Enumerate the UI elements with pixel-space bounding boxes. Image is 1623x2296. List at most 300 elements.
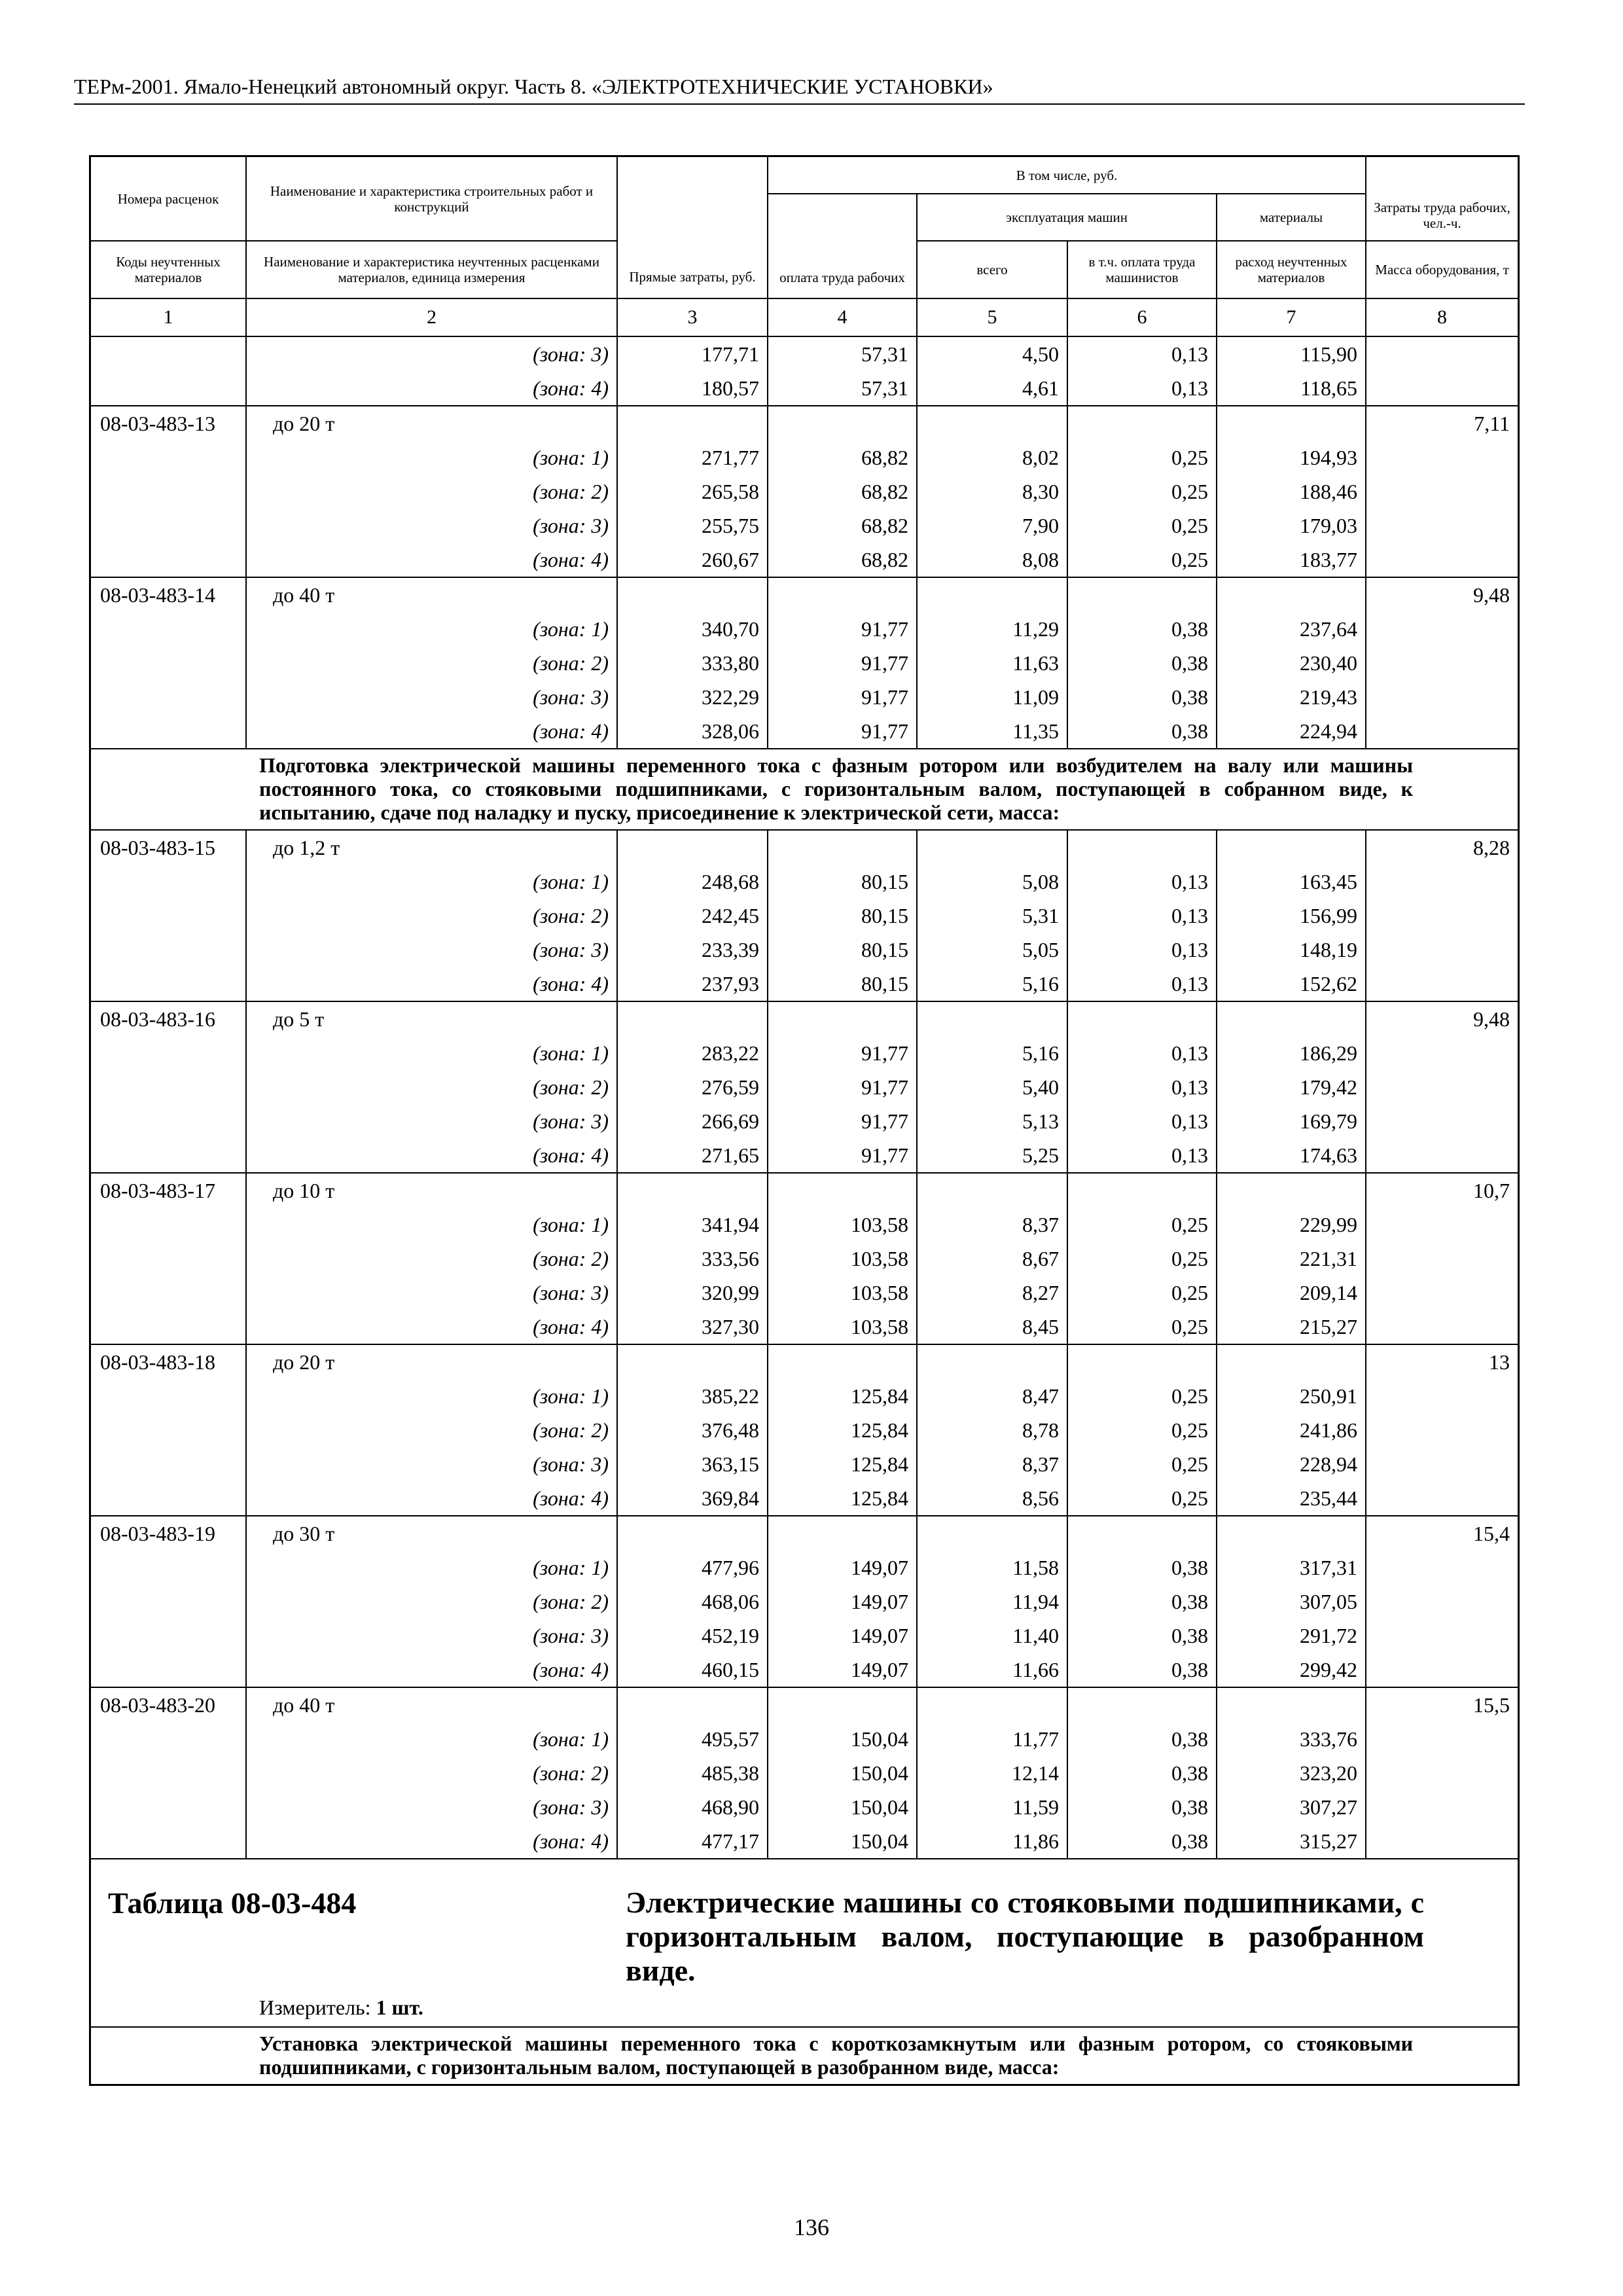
empty-cell — [617, 1344, 768, 1379]
rate-code-cell — [91, 714, 246, 749]
materials-value: 115,90 — [1217, 336, 1366, 371]
direct-costs-value: 283,22 — [617, 1036, 768, 1070]
rate-code-cell — [91, 680, 246, 714]
operators-wages-value: 0,25 — [1067, 1379, 1217, 1413]
rate-name: до 40 т — [273, 1693, 335, 1717]
rate-code-cell — [91, 1276, 246, 1310]
table-header — [91, 157, 1518, 336]
operators-wages-value: 0,38 — [1067, 1585, 1217, 1619]
mass-cell — [1366, 1208, 1518, 1242]
zone-label: (зона: 3) — [533, 1280, 609, 1304]
empty-cell — [768, 1344, 917, 1379]
zone-cell — [246, 1070, 617, 1104]
machines-total-value: 8,30 — [917, 475, 1067, 509]
materials-value: 118,65 — [1217, 371, 1366, 406]
empty-cell — [768, 830, 917, 865]
materials-value: 317,31 — [1217, 1551, 1366, 1585]
empty-cell — [1067, 1344, 1217, 1379]
column-number: 5 — [917, 298, 1067, 336]
machines-total-value: 4,50 — [917, 336, 1067, 371]
operators-wages-value: 0,38 — [1067, 1790, 1217, 1824]
empty-cell — [917, 577, 1067, 612]
zone-label: (зона: 3) — [533, 937, 609, 961]
table-body-group-1 — [91, 406, 1518, 749]
operators-wages-value: 0,25 — [1067, 475, 1217, 509]
rate-code-cell — [91, 1036, 246, 1070]
col-direct-costs: Прямые затраты, руб. — [617, 157, 768, 298]
wages-value: 125,84 — [768, 1481, 917, 1516]
zone-cell — [246, 1585, 617, 1619]
mass-cell — [1366, 1585, 1518, 1619]
mass-cell — [1366, 899, 1518, 933]
operators-wages-value: 0,38 — [1067, 646, 1217, 680]
mass-cell — [1366, 509, 1518, 543]
wages-value: 103,58 — [768, 1242, 917, 1276]
rate-code-cell — [91, 1413, 246, 1447]
direct-costs-value: 369,84 — [617, 1481, 768, 1516]
mass-cell — [1366, 714, 1518, 749]
mass-cell — [1366, 1756, 1518, 1790]
materials-value: 229,99 — [1217, 1208, 1366, 1242]
mass-cell — [1366, 1722, 1518, 1756]
direct-costs-value: 233,39 — [617, 933, 768, 967]
direct-costs-value: 452,19 — [617, 1619, 768, 1653]
wages-value: 91,77 — [768, 714, 917, 749]
machines-total-value: 8,78 — [917, 1413, 1067, 1447]
empty-cell — [617, 577, 768, 612]
machines-total-value: 5,08 — [917, 865, 1067, 899]
col-unaccounted-materials: расход неучтенных материалов — [1217, 241, 1366, 298]
zone-cell — [246, 865, 617, 899]
rate-code-cell — [91, 1824, 246, 1859]
empty-cell — [768, 406, 917, 440]
zone-label: (зона: 1) — [533, 1384, 609, 1408]
zone-cell — [246, 1138, 617, 1173]
operators-wages-value: 0,13 — [1067, 1070, 1217, 1104]
zone-label: (зона: 3) — [533, 513, 609, 537]
col-material-names: Наименование и характеристика неучтенных расценками материалов, единица измерения — [246, 241, 617, 298]
zone-cell — [246, 475, 617, 509]
operators-wages-value: 0,38 — [1067, 1722, 1217, 1756]
materials-value: 148,19 — [1217, 933, 1366, 967]
wages-value: 103,58 — [768, 1208, 917, 1242]
wages-value: 68,82 — [768, 543, 917, 577]
zone-label: (зона: 2) — [533, 1418, 609, 1442]
materials-value: 307,27 — [1217, 1790, 1366, 1824]
rate-name: до 10 т — [273, 1178, 335, 1202]
empty-cell — [1067, 406, 1217, 440]
rate-name-cell — [246, 577, 617, 612]
mass-cell — [1366, 1790, 1518, 1824]
wages-value: 149,07 — [768, 1585, 917, 1619]
direct-costs-value: 271,65 — [617, 1138, 768, 1173]
zone-cell — [246, 509, 617, 543]
zone-label: (зона: 4) — [533, 376, 609, 400]
operators-wages-value: 0,13 — [1067, 1036, 1217, 1070]
direct-costs-value: 248,68 — [617, 865, 768, 899]
zone-cell — [246, 1722, 617, 1756]
rate-header-row — [91, 1344, 1518, 1379]
machines-total-value: 11,40 — [917, 1619, 1067, 1653]
materials-value: 224,94 — [1217, 714, 1366, 749]
machines-total-value: 5,16 — [917, 1036, 1067, 1070]
wages-value: 125,84 — [768, 1413, 917, 1447]
zone-cell — [246, 714, 617, 749]
empty-cell — [617, 406, 768, 440]
zone-label: (зона: 4) — [533, 1486, 609, 1510]
col-wages-spacer — [768, 194, 917, 270]
rate-code: 08-03-483-14 — [91, 577, 246, 612]
zone-row — [91, 1413, 1518, 1447]
zone-label: (зона: 2) — [533, 479, 609, 503]
empty-cell — [1217, 1001, 1366, 1036]
rate-code: 08-03-483-18 — [91, 1344, 246, 1379]
empty-cell — [1067, 1516, 1217, 1551]
column-number: 7 — [1217, 298, 1366, 336]
wages-value: 80,15 — [768, 899, 917, 933]
empty-cell — [917, 1344, 1067, 1379]
empty-cell — [768, 577, 917, 612]
machines-total-value: 11,94 — [917, 1585, 1067, 1619]
empty-cell — [768, 1001, 917, 1036]
machines-total-value: 5,40 — [917, 1070, 1067, 1104]
mass-cell — [1366, 967, 1518, 1001]
zone-row — [91, 865, 1518, 899]
zone-row — [91, 1447, 1518, 1481]
rate-name: до 30 т — [273, 1521, 335, 1545]
zone-row — [91, 646, 1518, 680]
page-number: 136 — [794, 2214, 829, 2240]
mass-cell — [1366, 1310, 1518, 1344]
machines-total-value: 8,37 — [917, 1208, 1067, 1242]
zone-row — [91, 1379, 1518, 1413]
zone-label: (зона: 2) — [533, 1246, 609, 1270]
direct-costs-value: 460,15 — [617, 1653, 768, 1687]
operators-wages-value: 0,38 — [1067, 1653, 1217, 1687]
zone-row — [91, 1824, 1518, 1859]
machines-total-value: 11,59 — [917, 1790, 1067, 1824]
zone-cell — [246, 1619, 617, 1653]
direct-costs-value: 376,48 — [617, 1413, 768, 1447]
zone-label: (зона: 3) — [533, 1452, 609, 1476]
empty-cell — [617, 1687, 768, 1722]
materials-value: 186,29 — [1217, 1036, 1366, 1070]
rate-code-cell — [91, 1722, 246, 1756]
rate-header-row — [91, 1516, 1518, 1551]
empty-cell — [768, 1516, 917, 1551]
zone-label: (зона: 4) — [533, 547, 609, 571]
zone-row — [91, 1242, 1518, 1276]
machines-total-value: 7,90 — [917, 509, 1067, 543]
equipment-mass: 15,5 — [1366, 1687, 1518, 1722]
mass-cell — [1366, 1138, 1518, 1173]
empty-cell — [917, 406, 1067, 440]
machines-total-value: 8,45 — [917, 1310, 1067, 1344]
direct-costs-value: 320,99 — [617, 1276, 768, 1310]
rate-name-cell — [246, 1516, 617, 1551]
zone-label: (зона: 2) — [533, 1761, 609, 1785]
rate-name-cell — [246, 830, 617, 865]
wages-value: 149,07 — [768, 1619, 917, 1653]
operators-wages-value: 0,25 — [1067, 1242, 1217, 1276]
materials-value: 237,64 — [1217, 612, 1366, 646]
machines-total-value: 11,58 — [917, 1551, 1067, 1585]
materials-value: 183,77 — [1217, 543, 1366, 577]
empty-cell — [917, 1516, 1067, 1551]
mass-cell — [1366, 1551, 1518, 1585]
mass-cell — [1366, 1070, 1518, 1104]
zone-label: (зона: 4) — [533, 1657, 609, 1681]
zone-row — [91, 336, 1518, 371]
rate-code: 08-03-483-17 — [91, 1173, 246, 1208]
direct-costs-value: 271,77 — [617, 440, 768, 475]
rate-name-cell — [246, 1687, 617, 1722]
zone-label: (зона: 4) — [533, 971, 609, 996]
col-labor: Затраты труда рабочих, чел.-ч. — [1366, 157, 1518, 241]
wages-value: 57,31 — [768, 371, 917, 406]
empty-cell — [1217, 1687, 1366, 1722]
zone-row — [91, 680, 1518, 714]
col-total: всего — [917, 241, 1067, 298]
materials-value: 250,91 — [1217, 1379, 1366, 1413]
zone-label: (зона: 3) — [533, 1623, 609, 1647]
zone-label: (зона: 2) — [533, 651, 609, 675]
rate-code-cell — [91, 475, 246, 509]
empty-cell — [917, 1173, 1067, 1208]
operators-wages-value: 0,25 — [1067, 1310, 1217, 1344]
materials-value: 230,40 — [1217, 646, 1366, 680]
column-number: 1 — [91, 298, 246, 336]
zone-row — [91, 1722, 1518, 1756]
zone-label: (зона: 1) — [533, 445, 609, 469]
empty-cell — [1067, 830, 1217, 865]
table-484-measure — [259, 1996, 423, 2020]
wages-value: 68,82 — [768, 475, 917, 509]
zone-cell — [246, 646, 617, 680]
mass-cell — [1366, 1824, 1518, 1859]
empty-cell — [917, 1687, 1067, 1722]
machines-total-value: 5,05 — [917, 933, 1067, 967]
equipment-mass: 9,48 — [1366, 1001, 1518, 1036]
direct-costs-value: 333,56 — [617, 1242, 768, 1276]
wages-value: 80,15 — [768, 933, 917, 967]
mass-cell — [1366, 933, 1518, 967]
direct-costs-value: 363,15 — [617, 1447, 768, 1481]
rate-name-cell — [246, 1001, 617, 1036]
wages-value: 150,04 — [768, 1824, 917, 1859]
rate-code-cell — [91, 899, 246, 933]
zone-label: (зона: 3) — [533, 1109, 609, 1133]
mass-cell — [1366, 543, 1518, 577]
mass-cell — [1366, 1036, 1518, 1070]
operators-wages-value: 0,38 — [1067, 612, 1217, 646]
zone-label: (зона: 4) — [533, 1143, 609, 1167]
materials-value: 215,27 — [1217, 1310, 1366, 1344]
rates-table — [89, 155, 1520, 2086]
mass-cell — [1366, 680, 1518, 714]
rate-header-row — [91, 830, 1518, 865]
rate-code-cell — [91, 1104, 246, 1138]
materials-value: 169,79 — [1217, 1104, 1366, 1138]
machines-total-value: 11,29 — [917, 612, 1067, 646]
zone-label: (зона: 1) — [533, 1212, 609, 1236]
wages-value: 103,58 — [768, 1310, 917, 1344]
mass-cell — [1366, 612, 1518, 646]
direct-costs-value: 340,70 — [617, 612, 768, 646]
machines-total-value: 4,61 — [917, 371, 1067, 406]
direct-costs-value: 180,57 — [617, 371, 768, 406]
direct-costs-value: 468,06 — [617, 1585, 768, 1619]
operators-wages-value: 0,25 — [1067, 1481, 1217, 1516]
column-number: 2 — [246, 298, 617, 336]
zone-cell — [246, 1551, 617, 1585]
rate-code-cell — [91, 865, 246, 899]
zone-row — [91, 1585, 1518, 1619]
machines-total-value: 8,67 — [917, 1242, 1067, 1276]
direct-costs-value: 276,59 — [617, 1070, 768, 1104]
operators-wages-value: 0,25 — [1067, 1208, 1217, 1242]
table-484-title: Таблица 08-03-484 — [108, 1886, 357, 1920]
equipment-mass: 10,7 — [1366, 1173, 1518, 1208]
zone-row — [91, 1104, 1518, 1138]
zone-cell — [246, 1481, 617, 1516]
rate-code-cell — [91, 1551, 246, 1585]
rate-code-cell — [91, 1310, 246, 1344]
zone-cell — [246, 543, 617, 577]
rate-code-cell — [91, 612, 246, 646]
operators-wages-value: 0,25 — [1067, 1276, 1217, 1310]
zone-cell — [246, 1447, 617, 1481]
zone-cell — [246, 1413, 617, 1447]
zone-cell — [246, 899, 617, 933]
zone-label: (зона: 3) — [533, 342, 609, 366]
rate-header-row — [91, 1687, 1518, 1722]
empty-cell — [617, 1516, 768, 1551]
zone-cell — [246, 336, 617, 371]
direct-costs-value: 477,96 — [617, 1551, 768, 1585]
rate-code-cell — [91, 1379, 246, 1413]
zone-cell — [246, 1242, 617, 1276]
empty-cell — [1067, 1001, 1217, 1036]
rate-code-cell — [91, 646, 246, 680]
rate-code: 08-03-483-19 — [91, 1516, 246, 1551]
machines-total-value: 11,66 — [917, 1653, 1067, 1687]
direct-costs-value: 237,93 — [617, 967, 768, 1001]
rate-name: до 1,2 т — [273, 835, 340, 859]
table-body-group-2 — [91, 830, 1518, 1859]
operators-wages-value: 0,13 — [1067, 865, 1217, 899]
materials-value: 315,27 — [1217, 1824, 1366, 1859]
zone-row — [91, 475, 1518, 509]
rate-name-cell — [246, 1344, 617, 1379]
mass-cell — [1366, 1447, 1518, 1481]
machines-total-value: 11,35 — [917, 714, 1067, 749]
wages-value: 68,82 — [768, 509, 917, 543]
rate-code-cell — [91, 1790, 246, 1824]
rate-code-cell — [91, 543, 246, 577]
rate-name: до 20 т — [273, 1350, 335, 1374]
zone-label: (зона: 3) — [533, 685, 609, 709]
mass-cell — [1366, 475, 1518, 509]
zone-row — [91, 1790, 1518, 1824]
equipment-mass: 13 — [1366, 1344, 1518, 1379]
direct-costs-value: 333,80 — [617, 646, 768, 680]
wages-value: 150,04 — [768, 1722, 917, 1756]
zone-cell — [246, 1653, 617, 1687]
table-body-continuation — [91, 336, 1518, 406]
table-484-description: Электрические машины со стояковыми подшипниками, с горизонтальным валом, поступающие в разобранном виде. — [626, 1886, 1424, 1987]
machines-total-value: 11,86 — [917, 1824, 1067, 1859]
zone-row — [91, 899, 1518, 933]
operators-wages-value: 0,13 — [1067, 1138, 1217, 1173]
direct-costs-value: 328,06 — [617, 714, 768, 749]
operators-wages-value: 0,38 — [1067, 1824, 1217, 1859]
col-material-codes: Коды неучтенных материалов — [91, 241, 246, 298]
zone-label: (зона: 4) — [533, 1829, 609, 1853]
operators-wages-value: 0,13 — [1067, 933, 1217, 967]
operators-wages-value: 0,38 — [1067, 680, 1217, 714]
machines-total-value: 8,08 — [917, 543, 1067, 577]
mass-cell — [1366, 1619, 1518, 1653]
rate-code-cell — [91, 371, 246, 406]
operators-wages-value: 0,13 — [1067, 371, 1217, 406]
table-484-heading — [91, 1859, 1518, 2084]
rate-name: до 40 т — [273, 583, 335, 607]
zone-cell — [246, 612, 617, 646]
wages-value: 91,77 — [768, 646, 917, 680]
direct-costs-value: 327,30 — [617, 1310, 768, 1344]
direct-costs-value: 265,58 — [617, 475, 768, 509]
zone-row — [91, 1619, 1518, 1653]
wages-value: 91,77 — [768, 680, 917, 714]
rate-code-cell — [91, 1138, 246, 1173]
mass-cell — [1366, 1413, 1518, 1447]
wages-value: 91,77 — [768, 1138, 917, 1173]
direct-costs-value: 242,45 — [617, 899, 768, 933]
materials-value: 156,99 — [1217, 899, 1366, 933]
column-numbers-row — [91, 298, 1518, 336]
zone-label: (зона: 3) — [533, 1795, 609, 1819]
column-number: 6 — [1067, 298, 1217, 336]
materials-value: 163,45 — [1217, 865, 1366, 899]
zone-cell — [246, 1756, 617, 1790]
direct-costs-value: 495,57 — [617, 1722, 768, 1756]
zone-label: (зона: 1) — [533, 1041, 609, 1065]
zone-cell — [246, 1208, 617, 1242]
operators-wages-value: 0,25 — [1067, 1447, 1217, 1481]
col-incl-operators: в т.ч. оплата труда машинистов — [1067, 241, 1217, 298]
rate-code-cell — [91, 336, 246, 371]
operators-wages-value: 0,38 — [1067, 1756, 1217, 1790]
direct-costs-value: 322,29 — [617, 680, 768, 714]
direct-costs-value: 177,71 — [617, 336, 768, 371]
section-heading-text: Подготовка электрической машины переменного тока с фазным ротором или возбудителем на валу или машины постоянного тока, со стояковыми подшипниками, с горизонтальным валом, поступающей в собранном виде, к испытанию, сдаче под наладку и пуску, присоединение к электрической сети, масса: — [91, 749, 1518, 830]
machines-total-value: 8,56 — [917, 1481, 1067, 1516]
zone-label: (зона: 1) — [533, 869, 609, 893]
zone-label: (зона: 1) — [533, 1727, 609, 1751]
wages-value: 149,07 — [768, 1551, 917, 1585]
direct-costs-value: 266,69 — [617, 1104, 768, 1138]
materials-value: 221,31 — [1217, 1242, 1366, 1276]
wages-value: 149,07 — [768, 1653, 917, 1687]
wages-value: 150,04 — [768, 1756, 917, 1790]
rate-code-cell — [91, 1208, 246, 1242]
rate-header-row — [91, 1001, 1518, 1036]
zone-cell — [246, 1824, 617, 1859]
zone-row — [91, 933, 1518, 967]
column-number: 4 — [768, 298, 917, 336]
col-machines: эксплуатация машин — [917, 194, 1217, 241]
